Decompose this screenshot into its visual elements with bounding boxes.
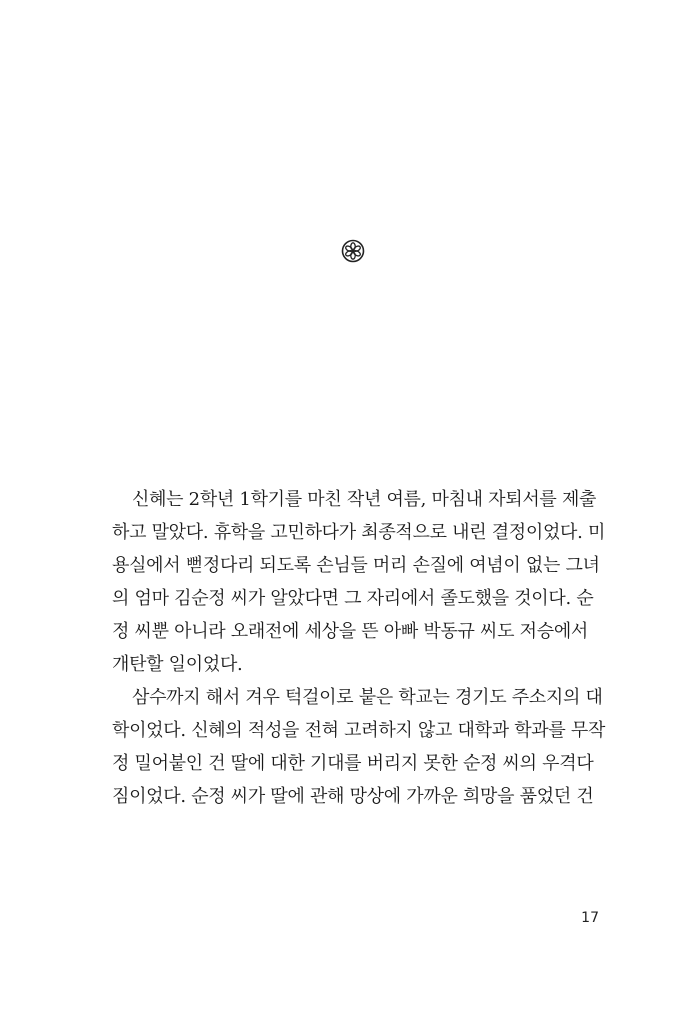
text-line: 짐이었다. 순정 씨가 딸에 관해 망상에 가까운 희망을 품었던 건 [112, 786, 594, 807]
body-text [112, 483, 606, 813]
paragraph [112, 681, 606, 813]
flower-ornament-icon [340, 238, 366, 264]
page-number: 17 [581, 910, 599, 926]
text-line: 정 밀어붙인 건 딸에 대한 기대를 버리지 못한 순정 씨의 우격다 [112, 753, 594, 774]
text-line: 신혜는 2학년 1학기를 마친 작년 여름, 마침내 자퇴서를 제출 [132, 489, 597, 510]
text-line: 의 엄마 김순정 씨가 알았다면 그 자리에서 졸도했을 것이다. 순 [112, 588, 594, 609]
text-line: 학이었다. 신혜의 적성을 전혀 고려하지 않고 대학과 학과를 무작 [112, 720, 606, 741]
text-line: 삼수까지 해서 겨우 턱걸이로 붙은 학교는 경기도 주소지의 대 [132, 687, 603, 708]
text-line: 정 씨뿐 아니라 오래전에 세상을 뜬 아빠 박동규 씨도 저승에서 [112, 621, 588, 642]
text-line: 하고 말았다. 휴학을 고민하다가 최종적으로 내린 결정이었다. 미 [112, 522, 606, 543]
text-line: 용실에서 뻗정다리 되도록 손님들 머리 손질에 여념이 없는 그녀 [112, 555, 600, 576]
text-line: 개탄할 일이었다. [112, 654, 243, 675]
paragraph [112, 483, 606, 681]
